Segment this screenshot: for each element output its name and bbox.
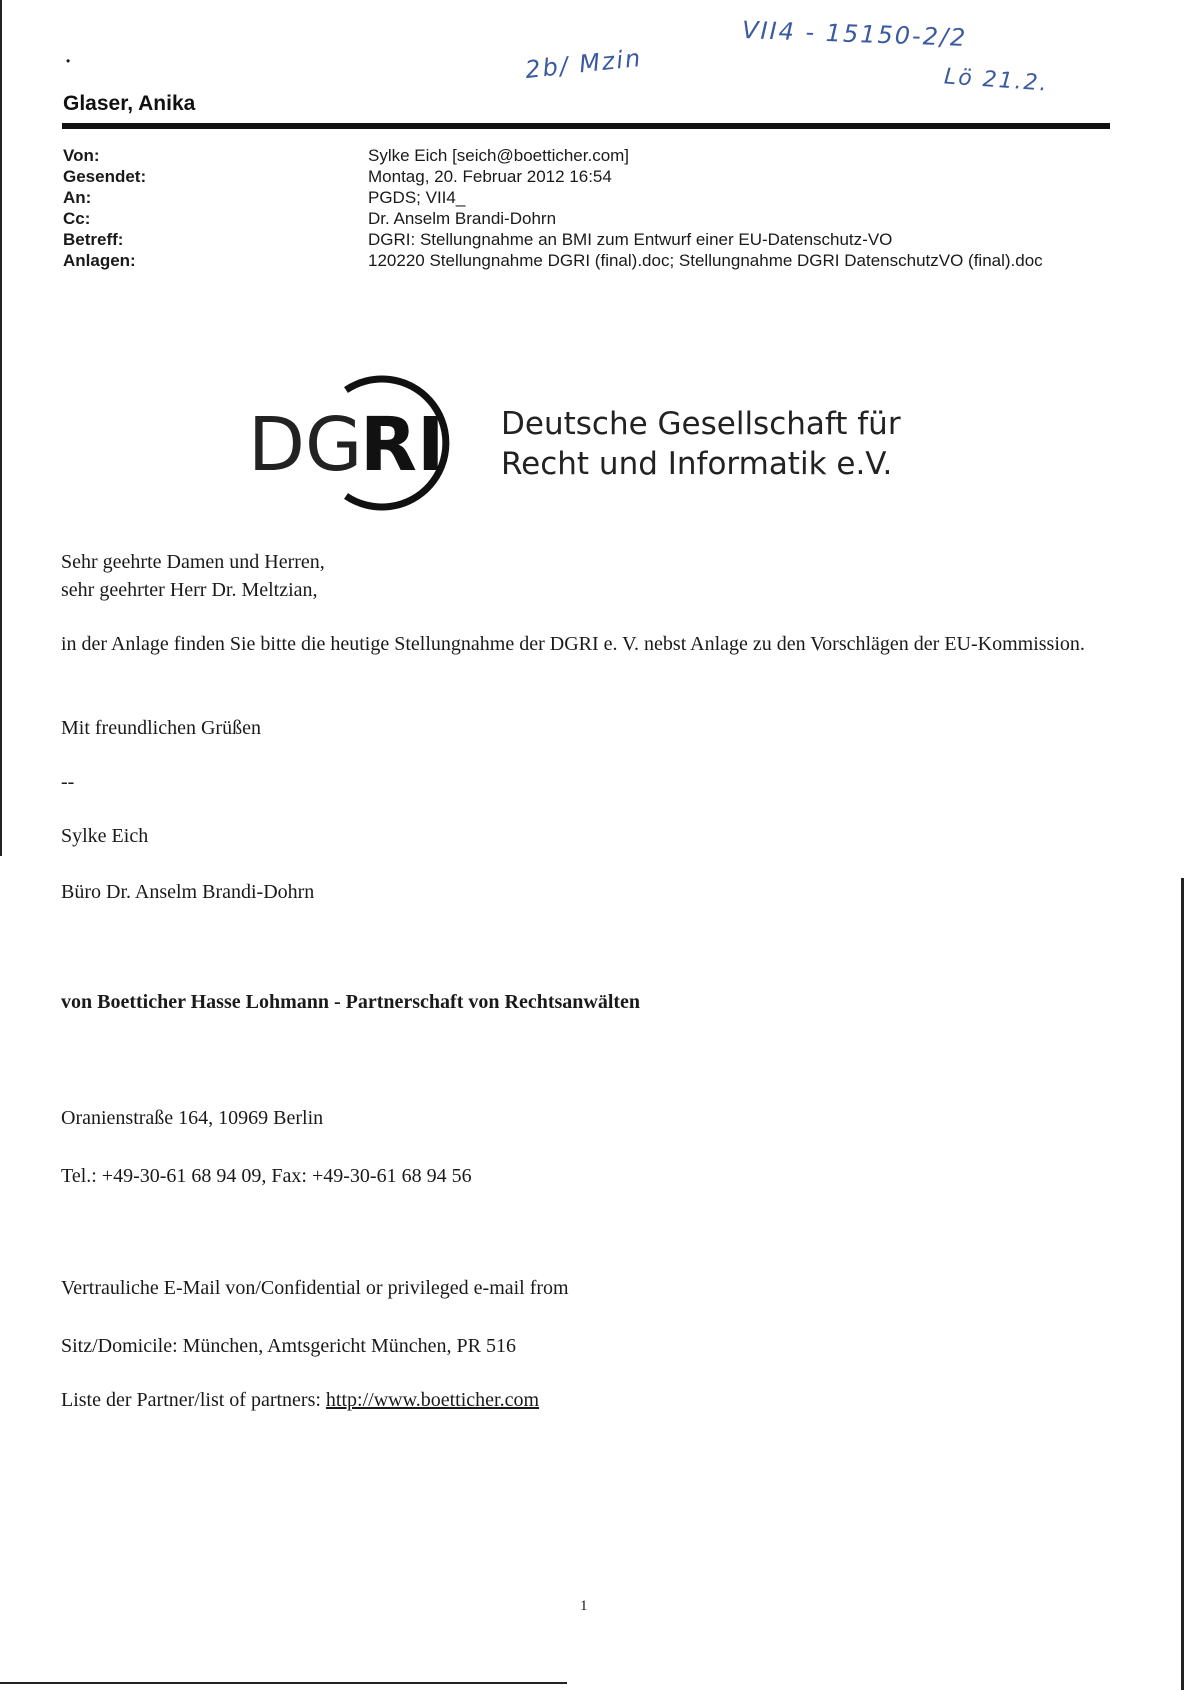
firm-phone-fax: Tel.: +49-30-61 68 94 09, Fax: +49-30-61 68 94 56 <box>61 1165 472 1187</box>
header-rule <box>62 123 1110 129</box>
logo-mark-ri: RI <box>360 402 445 488</box>
email-field-sent <box>63 166 1113 187</box>
email-field-to <box>63 187 1113 208</box>
partners-list <box>61 1386 539 1414</box>
email-field-subject <box>63 229 1113 250</box>
mailbox-owner: Glaser, Anika <box>63 92 196 115</box>
email-field-label: Anlagen: <box>63 251 136 270</box>
logo-mark-dg: DG <box>248 402 363 488</box>
email-field-value: Sylke Eich [seich@boetticher.com] <box>368 146 630 165</box>
firm-address: Oranienstraße 164, 10969 Berlin <box>61 1107 324 1129</box>
scan-edge-left <box>0 0 2 856</box>
handwritten-file-reference: VII4 - 15150-2/2 <box>741 16 968 52</box>
partners-label: Liste der Partner/list of partners: <box>61 1389 326 1411</box>
handwritten-initials-date: Lö 21.2. <box>943 64 1050 97</box>
email-field-value: Dr. Anselm Brandi-Dohrn <box>368 209 557 228</box>
salutation-line2: sehr geehrter Herr Dr. Meltzian, <box>61 579 318 601</box>
logo-name-line2: Recht und Informatik e.V. <box>501 446 893 482</box>
email-field-label: Gesendet: <box>63 167 147 186</box>
email-field-value: PGDS; VII4_ <box>368 188 466 207</box>
email-field-label: An: <box>63 188 92 207</box>
signature-separator: -- <box>61 771 75 793</box>
scan-edge-bottom <box>0 1682 567 1684</box>
page-number: 1 <box>580 1598 588 1614</box>
header-marker: • <box>66 54 71 68</box>
email-field-label: Betreff: <box>63 230 124 249</box>
logo-organization-name <box>501 404 901 484</box>
salutation-line1: Sehr geehrte Damen und Herren, <box>61 551 325 573</box>
email-field-value: DGRI: Stellungnahme an BMI zum Entwurf einer EU-Datenschutz-VO <box>368 230 893 249</box>
confidential-notice: Vertrauliche E-Mail von/Confidential or privileged e-mail from <box>61 1277 569 1299</box>
logo-name-line1: Deutsche Gesellschaft für <box>501 406 901 442</box>
email-field-cc <box>63 208 1113 229</box>
closing: Mit freundlichen Grüßen <box>61 717 261 739</box>
email-field-from <box>63 145 1113 166</box>
sender-office: Büro Dr. Anselm Brandi-Dohrn <box>61 881 315 903</box>
email-field-attachments <box>63 250 1113 271</box>
salutation <box>61 548 325 604</box>
sender-name: Sylke Eich <box>61 825 149 847</box>
email-field-value: Montag, 20. Februar 2012 16:54 <box>368 167 612 186</box>
email-headers <box>63 145 1113 271</box>
email-field-value: 120220 Stellungnahme DGRI (final).doc; Stellungnahme DGRI DatenschutzVO (final).doc <box>368 251 1043 270</box>
email-field-label: Von: <box>63 146 100 165</box>
domicile-notice: Sitz/Domicile: München, Amtsgericht München, PR 516 <box>61 1335 516 1357</box>
handwritten-note-left: 2b/ Mzin <box>523 43 644 85</box>
firm-name: von Boetticher Hasse Lohmann - Partnerschaft von Rechtsanwälten <box>61 991 641 1013</box>
partners-link[interactable]: http://www.boetticher.com <box>325 1389 540 1411</box>
intro-paragraph: in der Anlage finden Sie bitte die heutige Stellungnahme der DGRI e. V. nebst Anlage zu den Vorschlägen der EU-Kommission. <box>61 633 1085 655</box>
email-field-label: Cc: <box>63 209 91 228</box>
